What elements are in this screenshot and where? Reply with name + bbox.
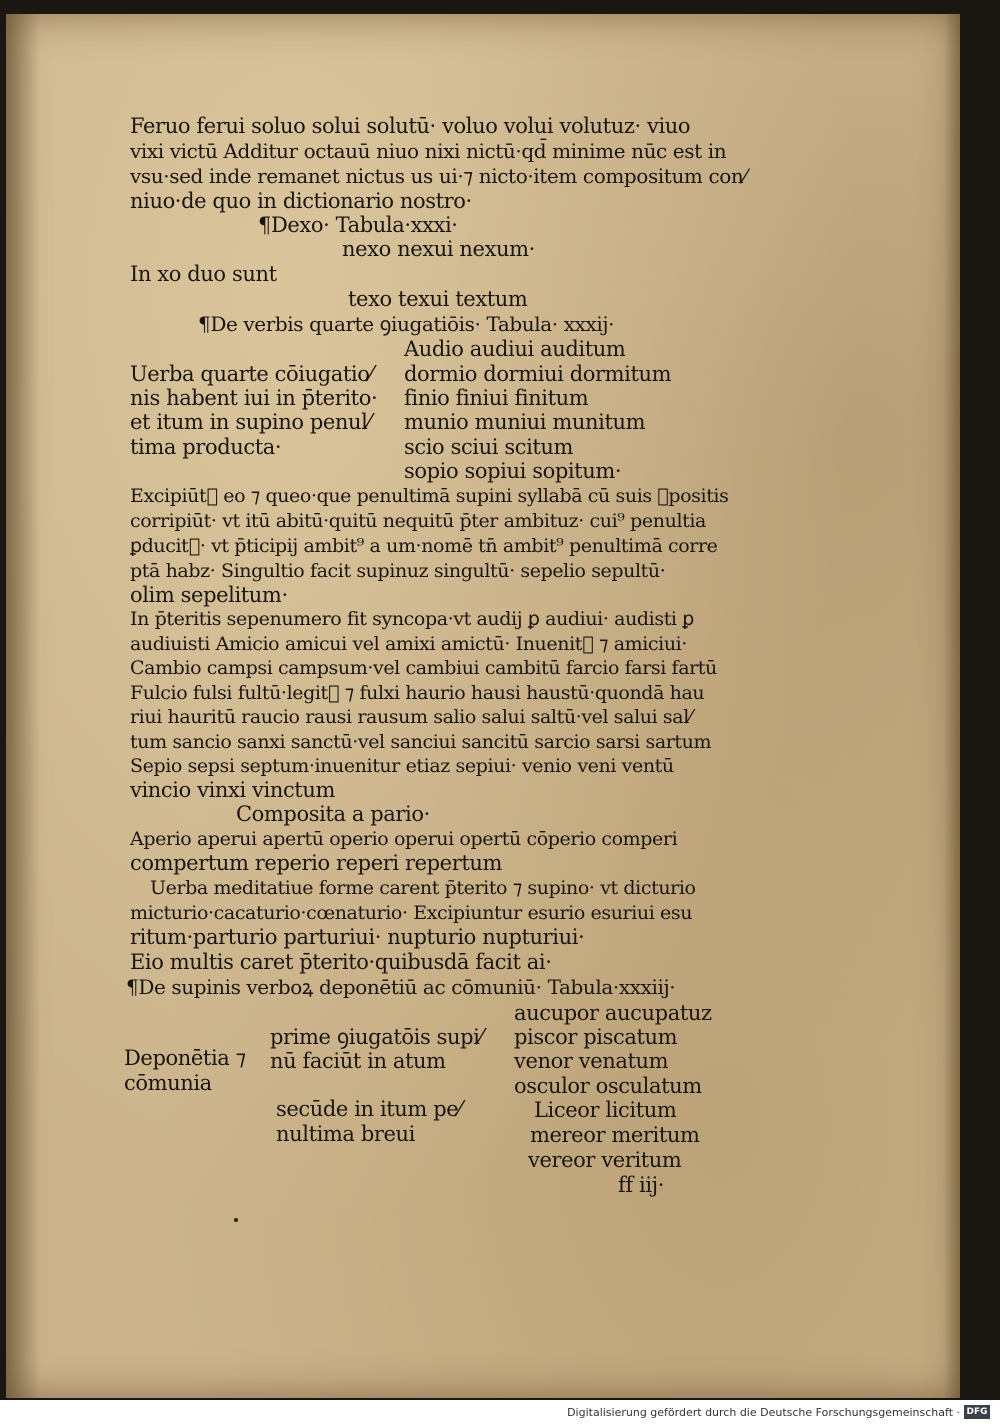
heading-line: ¶De verbis quarte ꝯiugatiōis· Tabula· xxxij· [198, 312, 615, 336]
text-line: Audio audiui auditum [404, 337, 626, 361]
text-line: tima producta· [130, 435, 282, 459]
text-line: vixi victū Additur octauū niuo nixi nictū·qd̄ minime nūc est in [130, 139, 727, 163]
text-line: nū faciūt in atum [270, 1049, 446, 1073]
text-line: cōmunia [124, 1071, 212, 1095]
text-line: vincio vinxi vinctum [130, 778, 335, 802]
page-edge-shadow [944, 14, 960, 1398]
text-line: dormio dormiui dormitum [404, 362, 672, 386]
text-line: scio sciui scitum [404, 435, 574, 459]
text-line: et itum in supino penul⁄ [130, 410, 371, 434]
text-line: ꝑducitᷣ· vt p̄ticipij ambit⁹ a um·nomē tn̄ ambit⁹ penultimā corre [130, 535, 718, 557]
text-line: Sepio sepsi septum·inuenitur etiaz sepiui· venio veni ventū [130, 755, 674, 777]
text-line: Cambio campsi campsum·vel cambiui cambitū farcio farsi fartū [130, 657, 717, 679]
text-line: Liceor licitum [534, 1098, 677, 1122]
text-line: piscor piscatum [514, 1025, 678, 1049]
text-line: Eio multis caret p̄terito·quibusdā facit ai· [130, 950, 552, 974]
heading-line: ¶De supinis verboꝝ deponētiū ac cōmuniū· Tabula·xxxiij· [126, 975, 676, 999]
text-line: prime ꝯiugatōis supi⁄ [270, 1025, 483, 1049]
text-line: munio muniui munitum [404, 410, 646, 434]
text-line: osculor osculatum [514, 1074, 702, 1098]
text-line: compertum reperio reperi repertum [130, 851, 503, 875]
binding-shadow [6, 14, 40, 1398]
heading-line: ¶Dexo· Tabula·xxxi· [258, 213, 458, 237]
text-line: tum sancio sanxi sanctū·vel sanciui sancitū sarcio sarsi sartum [130, 731, 712, 753]
text-line: mereor meritum [530, 1123, 700, 1147]
text-line: venor venatum [514, 1049, 669, 1073]
text-line: Uerba meditatiue forme carent p̄terito ⁊ supino· vt dicturio [150, 877, 696, 899]
text-line: nis habent iui in p̄terito· [130, 386, 378, 410]
text-line: vsu·sed inde remanet nictus us ui·⁊ nicto·item compositum con⁄ [130, 164, 747, 188]
text-line: finio finiui finitum [404, 386, 589, 410]
text-line: olim sepelitum· [130, 583, 288, 607]
text-line: corripiūt· vt itū abitū·quitū nequitū p̄ter ambituz· cui⁹ penultia [130, 510, 706, 532]
text-line: Deponētia ⁊ [124, 1046, 246, 1070]
text-line: niuo·de quo in dictionario nostro· [130, 189, 472, 213]
text-line: nexo nexui nexum· [342, 237, 535, 261]
text-line: vereor veritum [528, 1148, 682, 1172]
text-line: riui hauritū raucio rausi rausum salio salui saltū·vel salui sal⁄ [130, 706, 692, 728]
text-line: sopio sopiui sopitum· [404, 459, 622, 483]
dfg-logo: DFG [964, 1405, 990, 1419]
text-line: ritum·parturio parturiui· nupturio nupturiui· [130, 925, 585, 949]
ink-spot [234, 1218, 238, 1222]
text-line: Feruo ferui soluo solui solutū· voluo volui volutuz· viuo [130, 114, 691, 138]
text-line: Aperio aperui apertū operio operui opertū cōperio comperi [130, 828, 678, 850]
text-line: nultima breui [276, 1122, 415, 1146]
text-line: audiuisti Amicio amicui vel amixi amictū· Inuenitᷣ ⁊ amiciui· [130, 633, 687, 655]
signature-mark: ff iij· [618, 1173, 665, 1197]
text-line: In p̄teritis sepenumero fit syncopa·vt audij ꝑ audiui· audisti ꝑ [130, 608, 694, 630]
text-line: Excipiūtᷣ eo ⁊ queo·que penultimā supini syllabā cū suis ꝯpositis [130, 485, 729, 507]
text-line: secūde in itum pe⁄ [276, 1097, 462, 1121]
text-line: micturio·cacaturio·cœnaturio· Excipiuntur esurio esuriui esu [130, 902, 693, 924]
heading-line: Composita a pario· [236, 802, 430, 826]
text-line: aucupor aucupatuz [514, 1001, 712, 1025]
text-line: Uerba quarte cōiugatio⁄ [130, 362, 373, 386]
text-line: Fulcio fulsi fultū·legitᷣ ⁊ fulxi haurio hausi haustū·quondā hau [130, 682, 705, 704]
funding-credit: Digitalisierung gefördert durch die Deutsche Forschungsgemeinschaft · [567, 1406, 960, 1419]
text-line: In xo duo sunt [130, 262, 277, 286]
text-line: texo texui textum [348, 287, 528, 311]
text-line: ptā habz· Singultio facit supinuz singultū· sepelio sepultū· [130, 560, 666, 582]
